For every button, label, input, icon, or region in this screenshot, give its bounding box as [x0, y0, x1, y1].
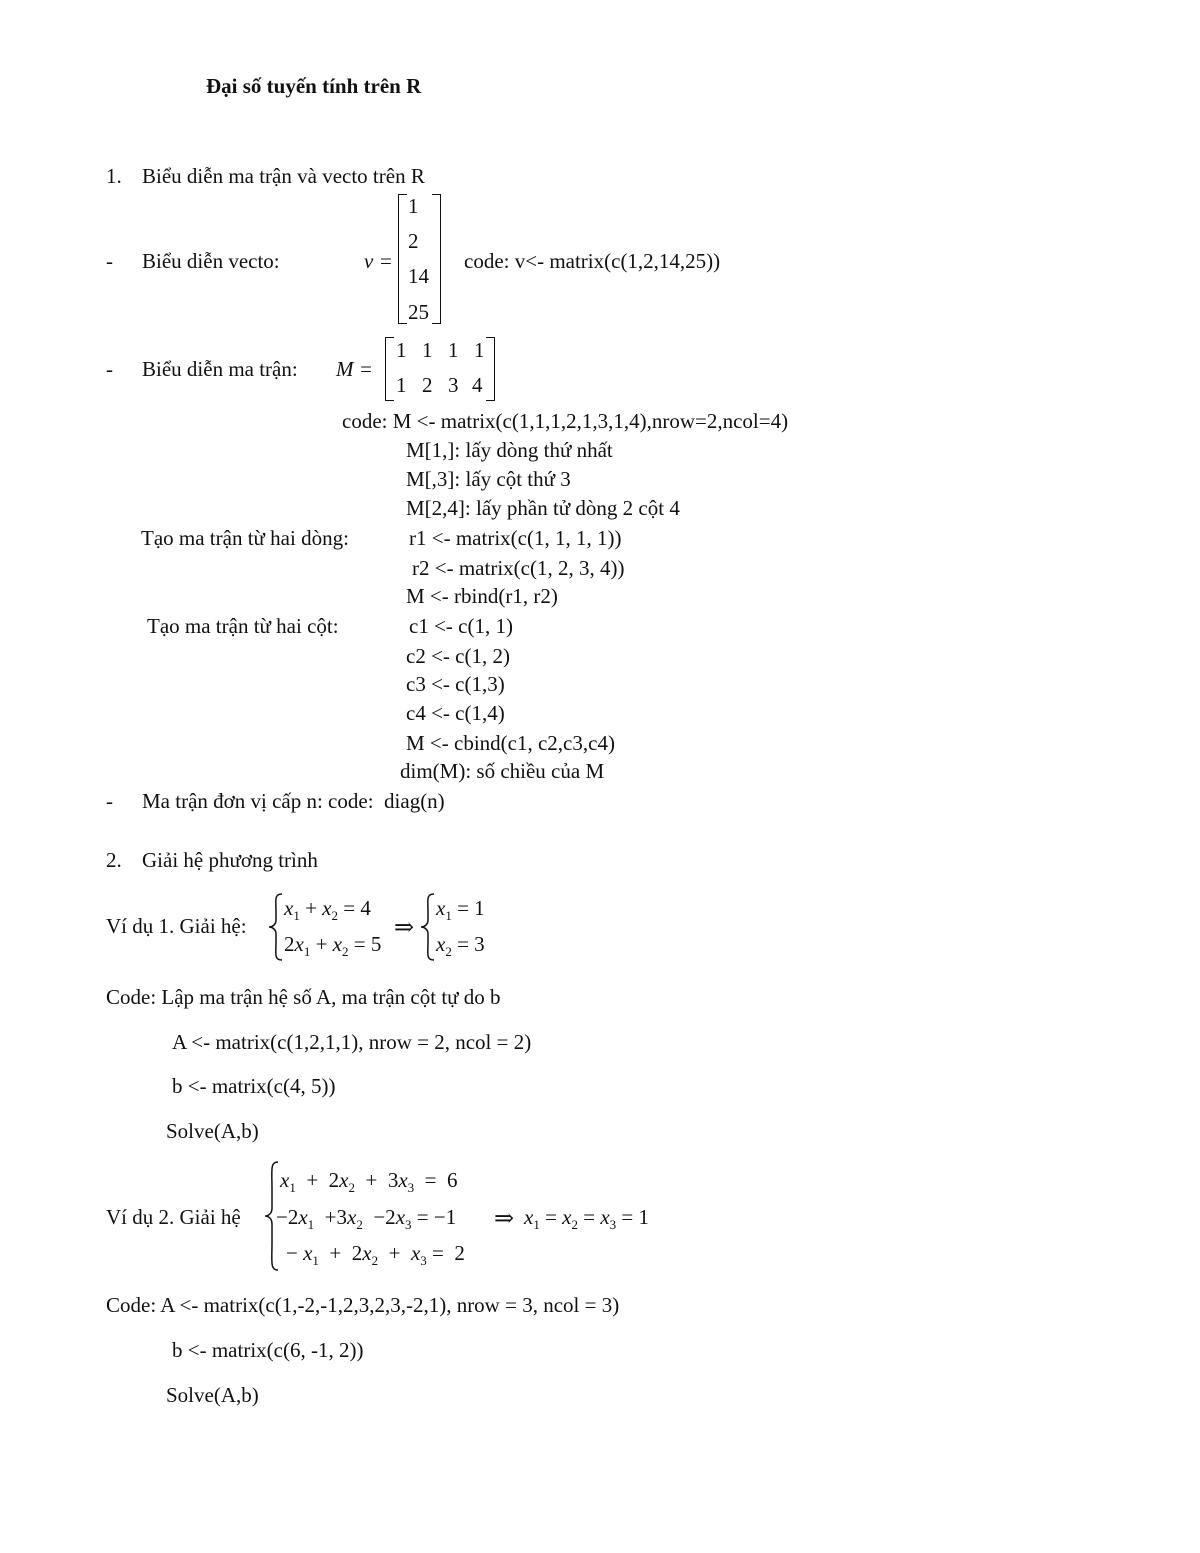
- matrix-cell: 1: [396, 338, 407, 362]
- cols-code-line: c2 <- c(1, 2): [406, 644, 510, 668]
- vector-entry: 1: [408, 194, 419, 218]
- example-2-eq3: − $x_1 + 2x_2 + x_3 = 2$: [286, 1241, 465, 1269]
- matrix-dash: -: [106, 357, 113, 381]
- matrix-cell: 2: [422, 373, 433, 397]
- example-2-code-line: b <- matrix(c(6, -1, 2)): [172, 1338, 364, 1362]
- matrix-right-bracket: [486, 337, 495, 401]
- cols-code-line: c4 <- c(1,4): [406, 701, 505, 725]
- cols-label: Tạo ma trận từ hai cột:: [147, 614, 339, 638]
- rows-code-line: r2 <- matrix(c(1, 2, 3, 4)): [412, 556, 625, 580]
- example-1-eq1: $x_1 + x_2 = 4$: [284, 896, 371, 924]
- example-2-implies: ⇒: [494, 1206, 515, 1232]
- example-1-label: Ví dụ 1. Giải hệ:: [106, 914, 247, 938]
- vector-entry: 2: [408, 229, 419, 253]
- example-2-solution: $x_1 = x_2 = x_3 = 1$: [524, 1205, 650, 1233]
- example-1-code-line: A <- matrix(c(1,2,1,1), nrow = 2, ncol = 2): [172, 1030, 532, 1054]
- section-2-heading: Giải hệ phương trình: [142, 848, 318, 872]
- page-title: Đại số tuyến tính trên R: [206, 74, 422, 98]
- example-1-code-line: b <- matrix(c(4, 5)): [172, 1074, 336, 1098]
- example-1-code-intro: Code: Lập ma trận hệ số A, ma trận cột tự do b: [106, 985, 501, 1009]
- dim-line: dim(M): số chiều của M: [400, 759, 605, 783]
- rows-label: Tạo ma trận từ hai dòng:: [141, 526, 349, 550]
- section-1-heading: Biểu diễn ma trận và vecto trên R: [142, 164, 425, 188]
- section-2-number: 2.: [106, 848, 122, 872]
- vector-entry: 25: [408, 300, 429, 324]
- example-1-code-line: Solve(A,b): [166, 1119, 259, 1143]
- matrix-cell: 1: [474, 338, 485, 362]
- cols-code-line: M <- cbind(c1, c2,c3,c4): [406, 731, 615, 755]
- section-1-number: 1.: [106, 164, 122, 188]
- example-2-eq1: $x_1 + 2x_2 + 3x_3 = 6$: [280, 1168, 458, 1196]
- example-2-label: Ví dụ 2. Giải hệ: [106, 1205, 241, 1229]
- identity-line: Ma trận đơn vị cấp n: code: diag(n): [142, 789, 445, 813]
- matrix-cell: 3: [448, 373, 459, 397]
- cols-code-line: c1 <- c(1, 1): [409, 614, 513, 638]
- vector-label: Biểu diễn vecto:: [142, 249, 280, 273]
- cols-code-line: c3 <- c(1,3): [406, 672, 505, 696]
- rows-code-line: r1 <- matrix(c(1, 1, 1, 1)): [409, 526, 622, 550]
- example-2-eq2: $-2x_1 +3x_2 -2x_3 = -1$: [276, 1205, 457, 1233]
- example-1-sol1: $x_1 = 1$: [436, 896, 485, 924]
- example-2-code-line: Code: A <- matrix(c(1,-2,-1,2,3,2,3,-2,1), nrow = 3, ncol = 3): [106, 1293, 620, 1317]
- example-2-code-line: Solve(A,b): [166, 1383, 259, 1407]
- vector-code: code: v<- matrix(c(1,2,14,25)): [464, 249, 721, 273]
- vector-lhs: v =: [364, 249, 393, 273]
- example-1-left-brace: [266, 892, 286, 962]
- example-1-implies: ⇒: [394, 915, 415, 941]
- matrix-label: Biểu diễn ma trận:: [142, 357, 298, 381]
- matrix-left-bracket: [385, 337, 394, 401]
- matrix-cell: 1: [448, 338, 459, 362]
- vector-entry: 14: [408, 264, 429, 288]
- matrix-cell: 1: [422, 338, 433, 362]
- matrix-op: M[2,4]: lấy phần tử dòng 2 cột 4: [406, 496, 680, 520]
- matrix-op: M[1,]: lấy dòng thứ nhất: [406, 438, 613, 462]
- vector-left-bracket: [398, 194, 407, 324]
- matrix-cell: 1: [396, 373, 407, 397]
- vector-dash: -: [106, 249, 113, 273]
- matrix-code: code: M <- matrix(c(1,1,1,2,1,3,1,4),nrow=2,ncol=4): [342, 409, 789, 433]
- identity-dash: -: [106, 789, 113, 813]
- matrix-op: M[,3]: lấy cột thứ 3: [406, 467, 571, 491]
- example-1-right-brace: [418, 892, 438, 962]
- matrix-lhs: M =: [336, 357, 373, 381]
- example-1-eq2: $2x_1 + x_2 = 5$: [284, 932, 382, 960]
- vector-right-bracket: [432, 194, 441, 324]
- rows-code-line: M <- rbind(r1, r2): [406, 584, 558, 608]
- example-1-sol2: $x_2 = 3$: [436, 932, 485, 960]
- matrix-cell: 4: [472, 373, 483, 397]
